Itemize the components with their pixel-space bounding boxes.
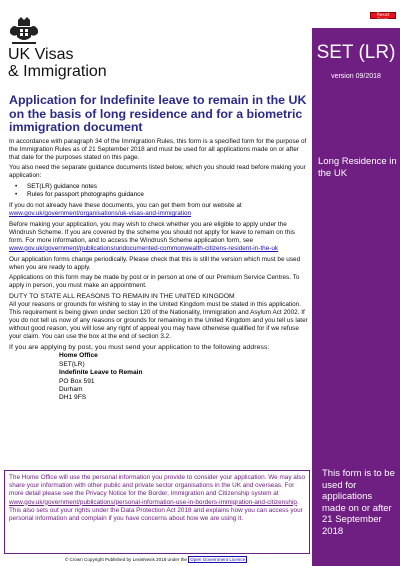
- logo-text-line2: & Immigration: [8, 63, 107, 80]
- form-version: version 09/2018: [331, 73, 381, 80]
- privacy-text-continued: . This also sets out your rights under the Data Protection Act 2018 and explains how you can access your personal information and complain if you have concerns about how we are using it.: [9, 498, 303, 523]
- copyright-text: © Crown Copyright Published by LexisNexis 2018 under the: [64, 557, 189, 562]
- form-code: SET (LR): [316, 42, 396, 63]
- privacy-notice-box: [4, 470, 310, 554]
- windrush-link[interactable]: www.gov.uk/government/publications/undocumented-commonwealth-citizens-resident-in-the-uk: [9, 244, 279, 252]
- version-check-paragraph: Our application forms change periodically. Please check that this is still the version which must be used when you are ready to apply.: [9, 255, 301, 271]
- page-title: Application for Indefinite leave to remain in the UK on the basis of long residence and for a biometric immigration document: [9, 93, 307, 134]
- list-item: • SET(LR) guidance notes: [21, 183, 310, 191]
- reset-form-button[interactable]: Reset Form: [370, 12, 396, 19]
- guidance-list: [21, 183, 310, 199]
- address-line: SET(LR): [59, 360, 85, 368]
- windrush-paragraph: [9, 221, 310, 253]
- address-line: PO Box 591: [59, 377, 95, 385]
- list-item: • Rules for passport photographs guidance: [21, 191, 310, 199]
- website-text: If you do not already have these documents, you can get them from our website at: [9, 201, 242, 209]
- website-paragraph: [9, 202, 310, 218]
- address-line: Home Office: [59, 352, 98, 360]
- duty-heading: DUTY TO STATE ALL REASONS TO REMAIN IN THE UNITED KINGDOM: [9, 293, 235, 301]
- apply-method-paragraph: Applications on this form may be made by post or in person at one of our Premium Service Centres. To apply in person, you must make an appointment.: [9, 274, 300, 290]
- address-line: DH1 9FS: [59, 394, 87, 402]
- privacy-text: The Home Office will use the personal information you provide to consider your application. We may also share your information with other public and private sector organisations in the UK and overseas. For more detail please see the Privacy Notice for the Border, Immigration and Citizenship system at: [9, 474, 306, 498]
- address-line: Durham: [59, 385, 83, 393]
- sidebar-use-note: This form is to be used for applications made on or after 21 September 2018: [322, 468, 395, 537]
- copyright-footer: [0, 557, 312, 563]
- sidebar-topic: Long Residence in the UK: [318, 156, 397, 179]
- uk-visas-immigration-logo: [8, 16, 128, 80]
- purple-sidebar: [312, 28, 400, 566]
- ukvi-website-link[interactable]: www.gov.uk/government/organisations/uk-visas-and-immigration: [9, 209, 192, 217]
- guidance-paragraph: You also need the separate guidance documents listed below, which you should read before making your application:: [9, 164, 306, 180]
- logo-text-line1: UK Visas: [8, 46, 74, 63]
- privacy-notice-link[interactable]: www.gov.uk/government/publications/personal-information-use-in-borders-immigration-and-citizenship: [9, 498, 297, 506]
- postal-address: [59, 352, 310, 402]
- windrush-text: Before making your application, you may wish to check whether you are eligible to apply under the Windrush Scheme. If you are covered by the scheme you should not apply for leave to remain on this form. For more information, and to access the Windrush Scheme application form, see: [9, 220, 295, 244]
- open-government-licence-link[interactable]: Open Government Licence: [190, 557, 246, 562]
- royal-crest-icon: [8, 16, 40, 46]
- duty-paragraph: All your reasons or grounds for wishing to stay in the United Kingdom must be stated in this application. This requirement is being given under section 120 of the Nationality, Immigration and Asylum Act 2002. If you do not tell us now of any reasons or grounds for remaining in the United Kingdom and you tell us later without good reason, you will lose any right of appeal you may have otherwise qualified for if we refuse your claim. You can use the box at the end of section 3.2.: [9, 301, 308, 341]
- address-line: Indefinite Leave to Remain: [59, 369, 143, 377]
- postal-instructions: If you are applying by post, you must send your application to the following address:: [9, 344, 270, 352]
- main-content: [9, 94, 310, 407]
- intro-paragraph: In accordance with paragraph 34 of the Immigration Rules, this form is a specified form for the purpose of the Immigration Rules as of 21 September 2018 and must be used for all applications made on or after that date for the purposes stated on this page.: [9, 137, 307, 161]
